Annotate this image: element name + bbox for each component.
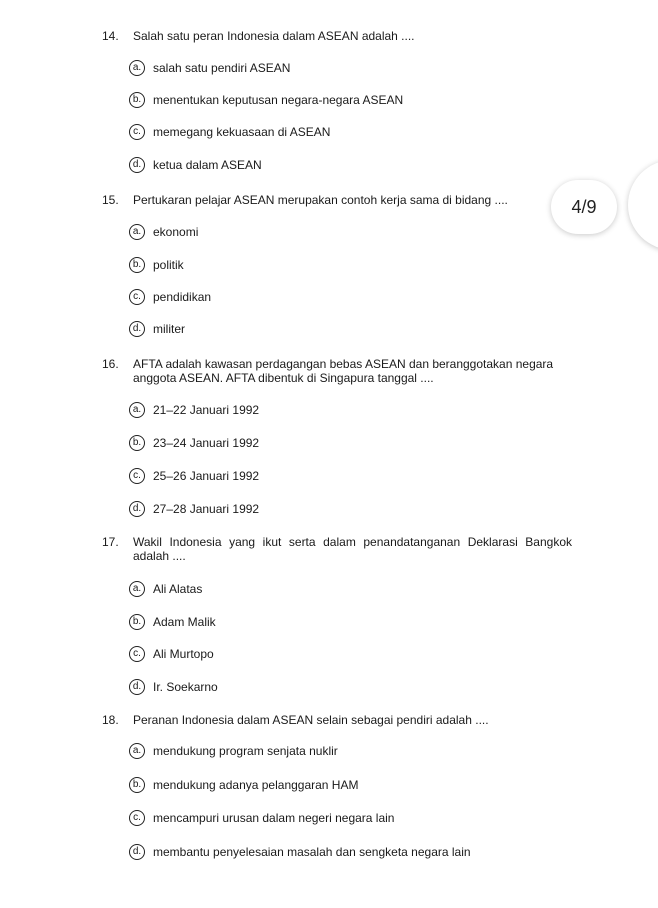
option-letter-circle: c. (129, 810, 145, 826)
question-text-line: anggota ASEAN. AFTA dibentuk di Singapura tanggal .... (133, 371, 434, 385)
question-number: 14. (102, 29, 119, 43)
option-letter-circle: c. (129, 289, 145, 305)
option-b[interactable] (129, 91, 403, 109)
option-b[interactable] (129, 776, 358, 794)
option-c[interactable] (129, 467, 259, 485)
question-number: 17. (102, 535, 119, 549)
option-text: Ali Alatas (153, 582, 203, 596)
option-letter-circle: c. (129, 646, 145, 662)
option-a[interactable] (129, 742, 338, 760)
option-a[interactable] (129, 59, 290, 77)
option-a[interactable] (129, 223, 198, 241)
question-number: 16. (102, 357, 119, 371)
question-text (133, 357, 572, 385)
page-indicator: 4/9 (551, 180, 617, 234)
option-c[interactable] (129, 288, 211, 306)
option-letter-circle: a. (129, 60, 145, 76)
option-letter-circle: d. (129, 844, 145, 860)
question-text-line: AFTA adalah kawasan perdagangan bebas ASEAN dan beranggotakan negara (133, 357, 554, 371)
question-14 (102, 29, 572, 172)
option-text: politik (153, 258, 184, 272)
option-c[interactable] (129, 123, 330, 141)
question-18 (102, 713, 572, 859)
option-letter-circle: a. (129, 581, 145, 597)
option-text: menentukan keputusan negara-negara ASEAN (153, 93, 404, 107)
question-15 (102, 193, 572, 336)
question-text-line: adalah .... (133, 549, 186, 563)
question-text: Peranan Indonesia dalam ASEAN selain sebagai pendiri adalah .... (133, 713, 489, 727)
option-a[interactable] (129, 580, 202, 598)
option-text: Ir. Soekarno (153, 680, 218, 694)
question-text-line: Wakil Indonesia yang ikut serta dalam penandatanganan Deklarasi Bangkok (133, 535, 572, 549)
option-letter-circle: b. (129, 614, 145, 630)
option-d[interactable] (129, 156, 262, 174)
option-d[interactable] (129, 320, 185, 338)
option-letter-circle: b. (129, 777, 145, 793)
option-text: salah satu pendiri ASEAN (153, 61, 291, 75)
question-text (133, 535, 572, 563)
question-text: Salah satu peran Indonesia dalam ASEAN adalah .... (133, 29, 415, 43)
option-text: 21–22 Januari 1992 (153, 403, 260, 417)
question-number: 18. (102, 713, 119, 727)
option-letter-circle: a. (129, 743, 145, 759)
option-b[interactable] (129, 434, 259, 452)
option-letter-circle: c. (129, 124, 145, 140)
option-text: pendidikan (153, 290, 212, 304)
option-letter-circle: c. (129, 468, 145, 484)
option-d[interactable] (129, 500, 259, 518)
option-text: mencampuri urusan dalam negeri negara lain (153, 811, 395, 825)
option-text: 27–28 Januari 1992 (153, 502, 260, 516)
option-letter-circle: a. (129, 224, 145, 240)
option-c[interactable] (129, 645, 214, 663)
option-text: mendukung program senjata nuklir (153, 744, 338, 758)
option-text: memegang kekuasaan di ASEAN (153, 125, 331, 139)
option-text: 23–24 Januari 1992 (153, 436, 260, 450)
option-letter-circle: d. (129, 679, 145, 695)
option-b[interactable] (129, 613, 216, 631)
next-page-button[interactable] (628, 160, 658, 250)
option-a[interactable] (129, 401, 259, 419)
question-text: Pertukaran pelajar ASEAN merupakan contoh kerja sama di bidang .... (133, 193, 508, 207)
option-text: Adam Malik (153, 615, 216, 629)
option-text: mendukung adanya pelanggaran HAM (153, 778, 359, 792)
option-text: ketua dalam ASEAN (153, 158, 262, 172)
option-text: Ali Murtopo (153, 647, 214, 661)
option-letter-circle: d. (129, 321, 145, 337)
option-d[interactable] (129, 678, 218, 696)
option-letter-circle: d. (129, 157, 145, 173)
question-number: 15. (102, 193, 119, 207)
option-letter-circle: b. (129, 435, 145, 451)
option-text: 25–26 Januari 1992 (153, 469, 260, 483)
option-b[interactable] (129, 256, 184, 274)
option-c[interactable] (129, 809, 394, 827)
option-text: militer (153, 322, 185, 336)
option-letter-circle: b. (129, 257, 145, 273)
option-letter-circle: b. (129, 92, 145, 108)
option-d[interactable] (129, 843, 471, 861)
option-text: ekonomi (153, 225, 199, 239)
option-letter-circle: d. (129, 501, 145, 517)
option-letter-circle: a. (129, 402, 145, 418)
question-16 (102, 357, 572, 516)
option-text: membantu penyelesaian masalah dan sengketa negara lain (153, 845, 471, 859)
question-17 (102, 535, 572, 694)
